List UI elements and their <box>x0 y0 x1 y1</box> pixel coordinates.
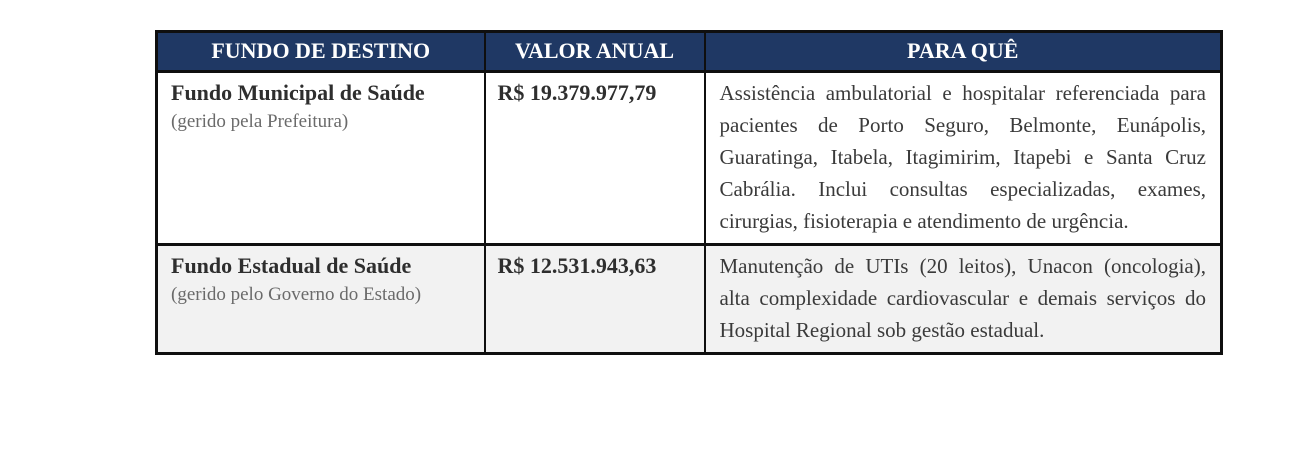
fund-cell <box>157 72 485 245</box>
header-row <box>157 32 1222 72</box>
column-header-fundo-de-destino: FUNDO DE DESTINO <box>157 32 485 72</box>
fund-manager: (gerido pelo Governo do Estado) <box>171 284 422 305</box>
purpose-text: Manutenção de UTIs (20 leitos), Unacon (oncologia), alta complexidade cardiovascular e demais serviços do Hospital Regional sob gestão estadual. <box>705 245 1222 354</box>
table-row-fundo-municipal <box>157 72 1222 245</box>
purpose-text: Assistência ambulatorial e hospitalar referenciada para pacientes de Porto Seguro, Belmonte, Eunápolis, Guaratinga, Itabela, Itagimirim, Itapebi e Santa Cruz Cabrália. Inclui consultas especializadas, exames, cirurgias, fisioterapia e atendimento de urgência. <box>705 72 1222 245</box>
annual-value: R$ 19.379.977,79 <box>485 72 705 245</box>
table-row-fundo-estadual <box>157 245 1222 354</box>
funds-table <box>155 30 1223 355</box>
column-header-para-que: PARA QUÊ <box>705 32 1222 72</box>
fund-cell <box>157 245 485 354</box>
fund-manager: (gerido pela Prefeitura) <box>171 111 349 132</box>
annual-value: R$ 12.531.943,63 <box>485 245 705 354</box>
column-header-valor-anual: VALOR ANUAL <box>485 32 705 72</box>
fund-name: Fundo Estadual de Saúde <box>171 253 412 278</box>
fund-name: Fundo Municipal de Saúde <box>171 80 425 105</box>
